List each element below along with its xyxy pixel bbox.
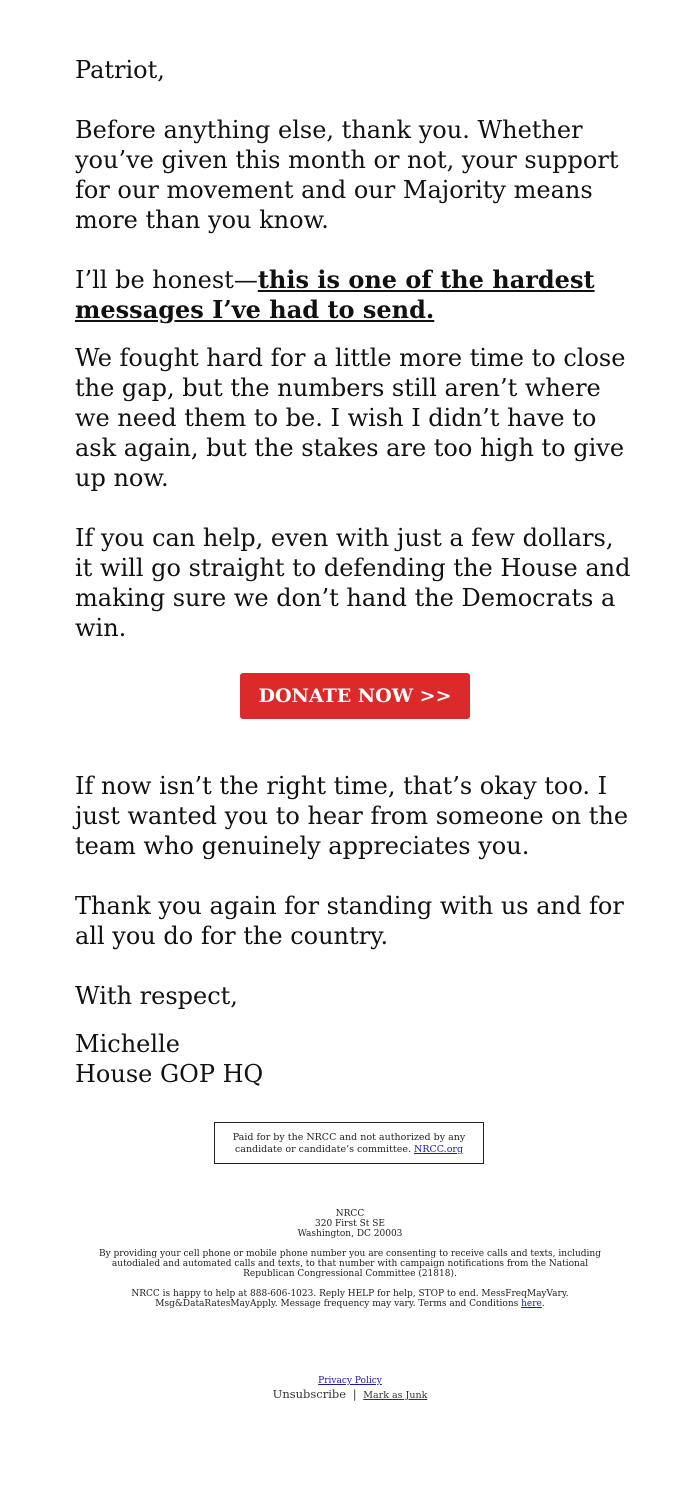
not-right-time-paragraph: If now isn’t the right time, that’s okay too. I just wanted you to hear from someone on the team who genuinely appreciates you. [75, 772, 629, 860]
signature-name: Michelle [75, 1030, 180, 1058]
privacy-policy-link[interactable]: Privacy Policy [318, 1376, 382, 1386]
disclaimer-text: Paid for by the NRCC and not authorized by any candidate or candidate’s committee. [232, 1132, 466, 1155]
thank-again-paragraph: Thank you again for standing with us and for all you do for the country. [75, 892, 624, 950]
cta-container [75, 673, 635, 719]
honest-lead: I’ll be honest— [75, 266, 258, 294]
paid-for-disclaimer [214, 1122, 484, 1164]
terms-here-link[interactable]: here [521, 1299, 542, 1309]
greeting: Patriot, [75, 56, 165, 84]
help-end: . [541, 1299, 545, 1309]
unsubscribe-row [0, 1387, 700, 1403]
address-line-city: Washington, DC 20003 [297, 1229, 403, 1239]
donate-now-button[interactable]: DONATE NOW >> [240, 673, 470, 719]
address-line-street: 320 First St SE [315, 1219, 385, 1229]
signoff: With respect, [75, 982, 238, 1010]
thank-you-paragraph: Before anything else, thank you. Whether you’ve given this month or not, your support for our movement and our Majority means more than you know. [75, 116, 619, 234]
gap-paragraph: We fought hard for a little more time to close the gap, but the numbers still aren’t where we need them to be. I wish I didn’t have to ask again, but the stakes are too high to give up now. [75, 344, 626, 492]
nrcc-org-link[interactable]: NRCC.org [414, 1144, 464, 1155]
mailing-address [0, 1209, 700, 1239]
email-body [75, 55, 635, 1089]
help-ask-paragraph: If you can help, even with just a few dollars, it will go straight to defending the House and making sure we don’t hand the Democrats a win. [75, 524, 631, 642]
separator: | [352, 1387, 357, 1401]
help-text: NRCC is happy to help at 888-606-1023. Reply HELP for help, STOP to end. MessFreqMayVary. Msg&DataRatesMayApply. Message frequency may vary. Terms and Conditions [131, 1289, 569, 1309]
sms-help-text [95, 1289, 605, 1309]
mark-as-junk-link[interactable]: Mark as Junk [363, 1390, 428, 1401]
sms-consent-text: By providing your cell phone or mobile phone number you are consenting to receive calls and texts, including autodialed and automated calls and texts, to that number with campaign notifications from the National Republican Congressional Committee (21818). [98, 1249, 601, 1279]
honest-emphasis: this is one of the hardest messages I’ve had to send. [75, 265, 595, 324]
privacy-row [0, 1376, 700, 1387]
unsubscribe-label[interactable]: Unsubscribe [272, 1387, 347, 1401]
address-line-org: NRCC [335, 1209, 365, 1219]
signature-org: House GOP HQ [75, 1060, 264, 1088]
honest-paragraph [75, 265, 635, 325]
